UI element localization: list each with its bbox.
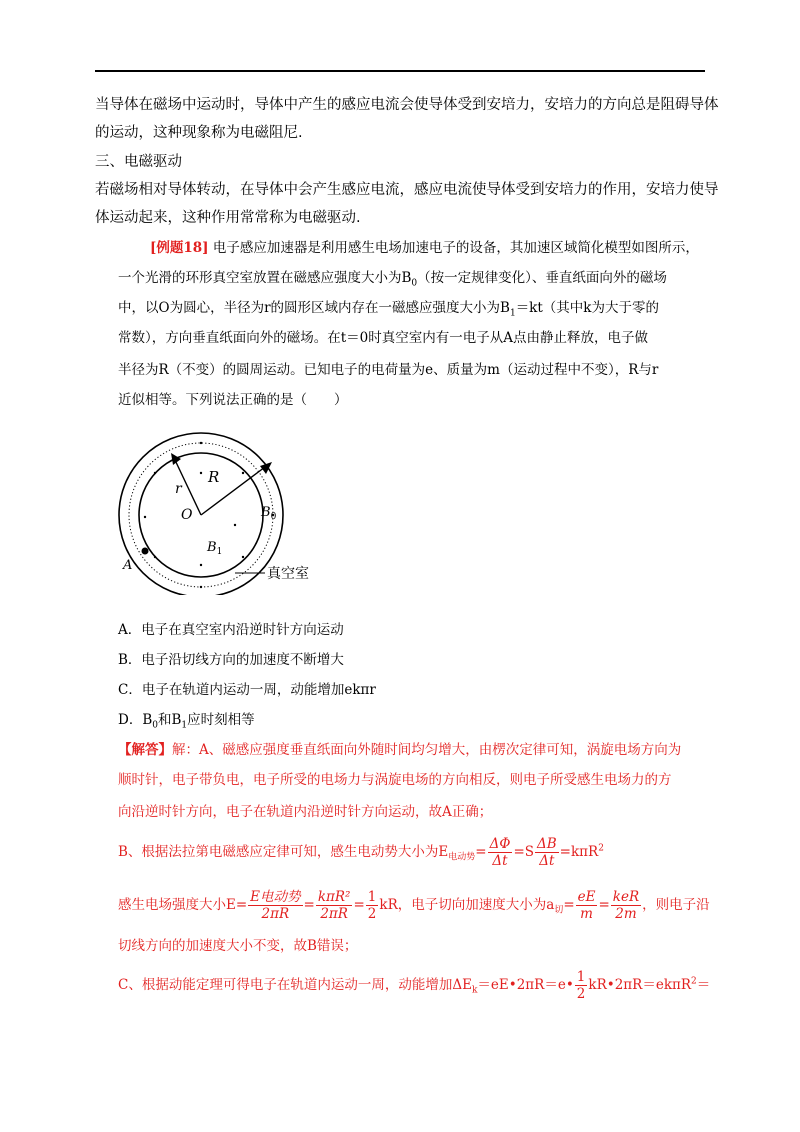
intro-line-1: 当导体在磁场中运动时，导体中产生的感应电流会使导体受到安培力，安培力的方向总是阻碍导体	[95, 97, 719, 113]
field-dots	[144, 442, 274, 588]
label-A: A	[123, 558, 133, 573]
option-d[interactable]: D．$B_0$和$B_1$应时刻相等	[118, 712, 255, 731]
intro-line-2: 的运动，这种现象称为电磁阻尼.	[95, 125, 303, 141]
option-b[interactable]: B．电子沿切线方向的加速度不断增大	[118, 652, 344, 668]
answer-line-7: C、根据动能定理可得电子在轨道内运动一周，动能增加$\Delta E_k=eE•2\pi R=e•$ $\frac{1}{2}$ kR•2πR＝ekπR$^2$＝	[118, 969, 711, 1002]
option-c[interactable]: C．电子在轨道内运动一周，动能增加ekπr	[118, 682, 376, 698]
answer-line-3: 向沿逆时针方向，电子在轨道内沿逆时针方向运动，故A正确；	[118, 804, 493, 820]
label-R: R	[208, 468, 220, 486]
answer-line-1: 【解答】解：A、磁感应强度垂直纸面向外随时间均匀增大，由楞次定律可知，涡旋电场方向为	[118, 742, 682, 758]
intro-line-4: 体运动起来，这种作用常常称为电磁驱动.	[95, 210, 361, 226]
label-vacuum-chamber: 真空室	[267, 566, 309, 582]
label-r: r	[175, 481, 182, 497]
label-B1: $B_1$	[207, 540, 223, 557]
header-rule	[95, 70, 705, 72]
example-line-2: 一个光滑的环形真空室放置在磁感应强度大小为$B_0$（按一定规律变化）、垂直纸面向外的磁场	[118, 270, 667, 289]
answer-line-6: 切线方向的加速度大小不变，故B错误；	[118, 938, 358, 954]
example-line-1: [例题18] 电子感应加速器是利用感生电场加速电子的设备，其加速区域简化模型如图所示，	[150, 240, 699, 256]
answer-line-5: 感生电场强度大小E= $\frac{\text{E电动势}}{2\pi R}$ = $\frac{\text{kπR²}}{2\pi R}$ = $\frac{1}{2}$ kR，电子切向加速度大小为$a_切=$ $\frac{eE}{m}$ = $\frac{\text{keR}}{2m}$ ，则电子沿	[118, 889, 710, 922]
example-line-5: 半径为R（不变）的圆周运动。已知电子的电荷量为e、质量为m（运动过程中不变），R与r	[118, 362, 659, 378]
answer-line-2: 顺时针，电子带负电，电子所受的电场力与涡旋电场的方向相反，则电子所受感生电场力的方	[118, 772, 672, 788]
example-line-3: 中，以O为圆心，半径为r的圆形区域内存在一磁感应强度大小为$B_1=kt$（其中k为大于零的	[118, 300, 659, 319]
section-heading: 三、电磁驱动	[95, 154, 182, 170]
intro-line-3: 若磁场相对导体转动，在导体中会产生感应电流，感应电流使导体受到安培力的作用，安培力使导	[95, 182, 719, 198]
label-B0: $B_0$	[261, 505, 277, 522]
answer-line-4: B、根据法拉第电磁感应定律可知，感生电动势大小为$E_{电动势}=$ $\frac{\Delta\Phi}{\Delta t}$ =S $\frac{\Delta B}{\Delta t}$ =kπR$^2$	[118, 836, 604, 869]
label-O: O	[181, 507, 193, 523]
accelerator-diagram	[115, 425, 345, 595]
example-line-6: 近似相等。下列说法正确的是（ ）	[118, 392, 348, 408]
example-label: [例题18]	[150, 240, 209, 256]
option-a[interactable]: A．电子在真空室内沿逆时针方向运动	[118, 622, 344, 638]
answer-label: 【解答】	[118, 742, 172, 758]
example-line-4: 常数），方向垂直纸面向外的磁场。在t＝0时真空室内有一电子从A点由静止释放，电子做	[118, 330, 649, 346]
point-A-electron	[142, 548, 149, 555]
